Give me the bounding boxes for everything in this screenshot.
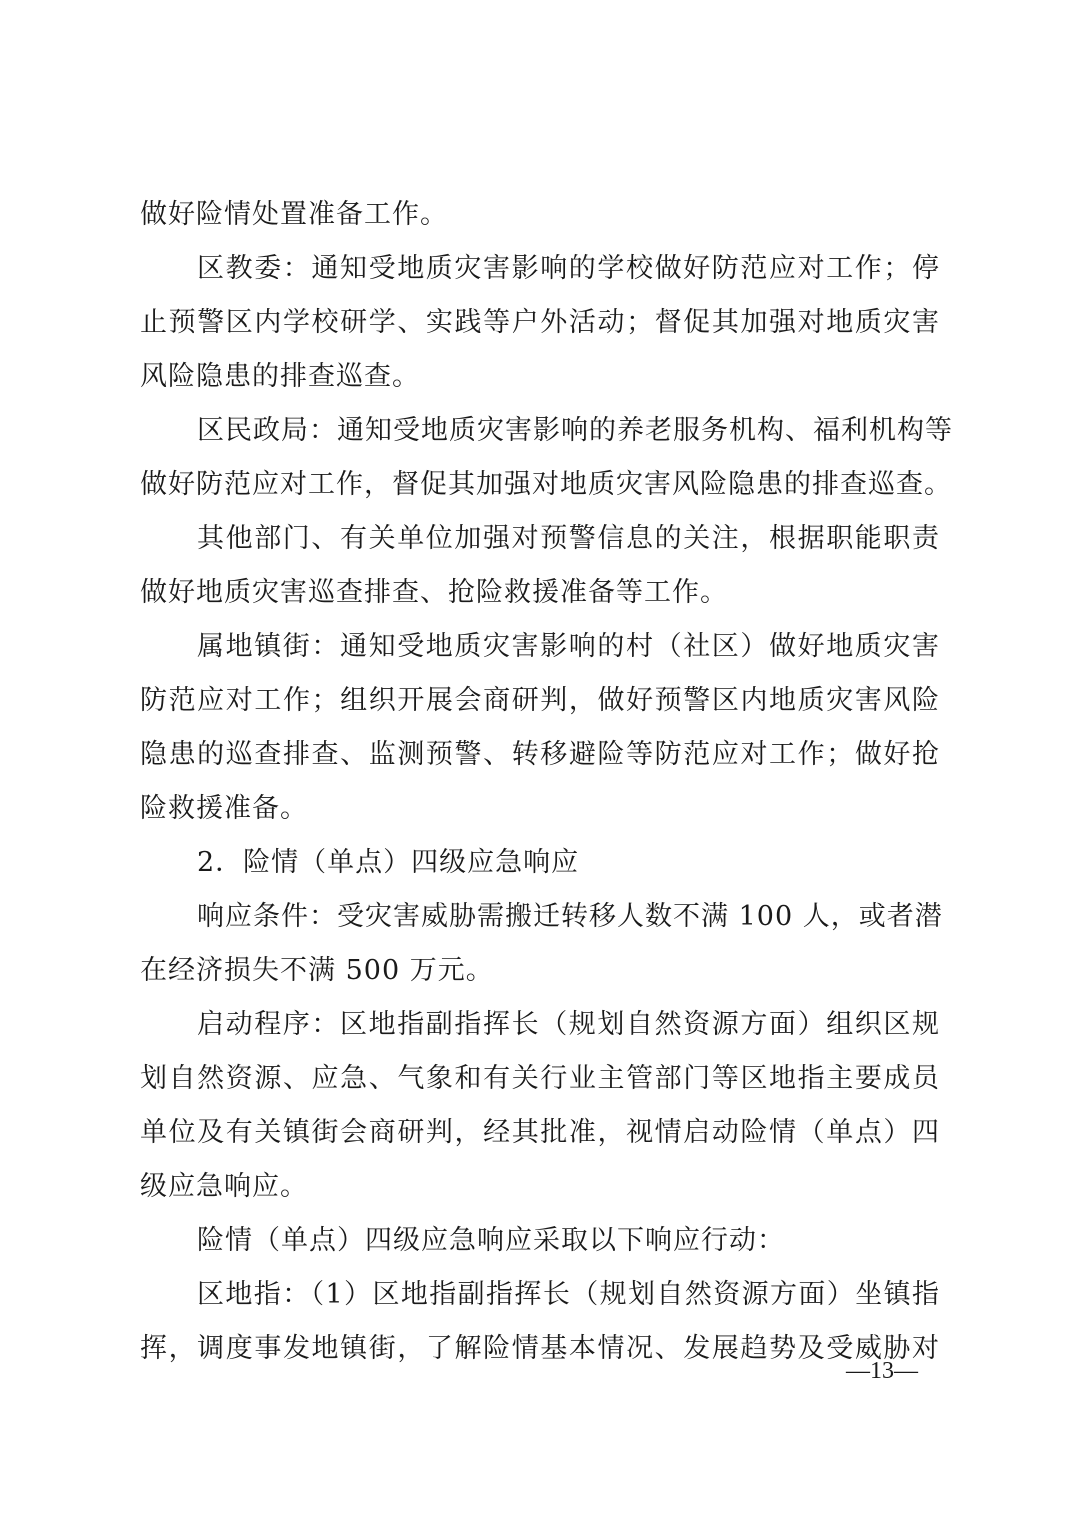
text-line: 划自然资源、应急、气象和有关行业主管部门等区地指主要成员: [140, 1063, 940, 1094]
text-line: 隐患的巡查排查、监测预警、转移避险等防范应对工作；做好抢: [140, 739, 940, 770]
section-heading: 2．险情（单点）四级应急响应: [197, 847, 580, 878]
text-line: 防范应对工作；组织开展会商研判，做好预警区内地质灾害风险: [140, 685, 940, 716]
text-line: 属地镇街：通知受地质灾害影响的村（社区）做好地质灾害: [197, 631, 940, 662]
text-line: 做好险情处置准备工作。: [140, 199, 448, 230]
text-line: 响应条件：受灾害威胁需搬迁转移人数不满 100 人，或者潜: [197, 901, 943, 932]
body-text: [140, 188, 953, 1376]
text-line: 在经济损失不满 500 万元。: [140, 955, 494, 986]
text-line: 其他部门、有关单位加强对预警信息的关注，根据职能职责: [197, 523, 940, 554]
text-line: 级应急响应。: [140, 1171, 308, 1202]
text-line: 单位及有关镇街会商研判，经其批准，视情启动险情（单点）四: [140, 1117, 940, 1148]
text-line: 区地指：（1）区地指副指挥长（规划自然资源方面）坐镇指: [197, 1279, 940, 1310]
text-line: 风险隐患的排查巡查。: [140, 361, 420, 392]
text-line: 做好防范应对工作，督促其加强对地质灾害风险隐患的排查巡查。: [140, 469, 952, 500]
text-line: 启动程序：区地指副指挥长（规划自然资源方面）组织区规: [197, 1009, 940, 1040]
text-line: 险情（单点）四级应急响应采取以下响应行动：: [197, 1225, 785, 1256]
text-line: 止预警区内学校研学、实践等户外活动；督促其加强对地质灾害: [140, 307, 940, 338]
text-line: 挥，调度事发地镇街，了解险情基本情况、发展趋势及受威胁对: [140, 1333, 940, 1364]
text-line: 区民政局：通知受地质灾害影响的养老服务机构、福利机构等: [197, 415, 953, 446]
text-line: 险救援准备。: [140, 793, 308, 824]
text-line: 做好地质灾害巡查排查、抢险救援准备等工作。: [140, 577, 728, 608]
text-line: 区教委：通知受地质灾害影响的学校做好防范应对工作；停: [197, 253, 940, 284]
page-number: —13—: [846, 1358, 918, 1384]
